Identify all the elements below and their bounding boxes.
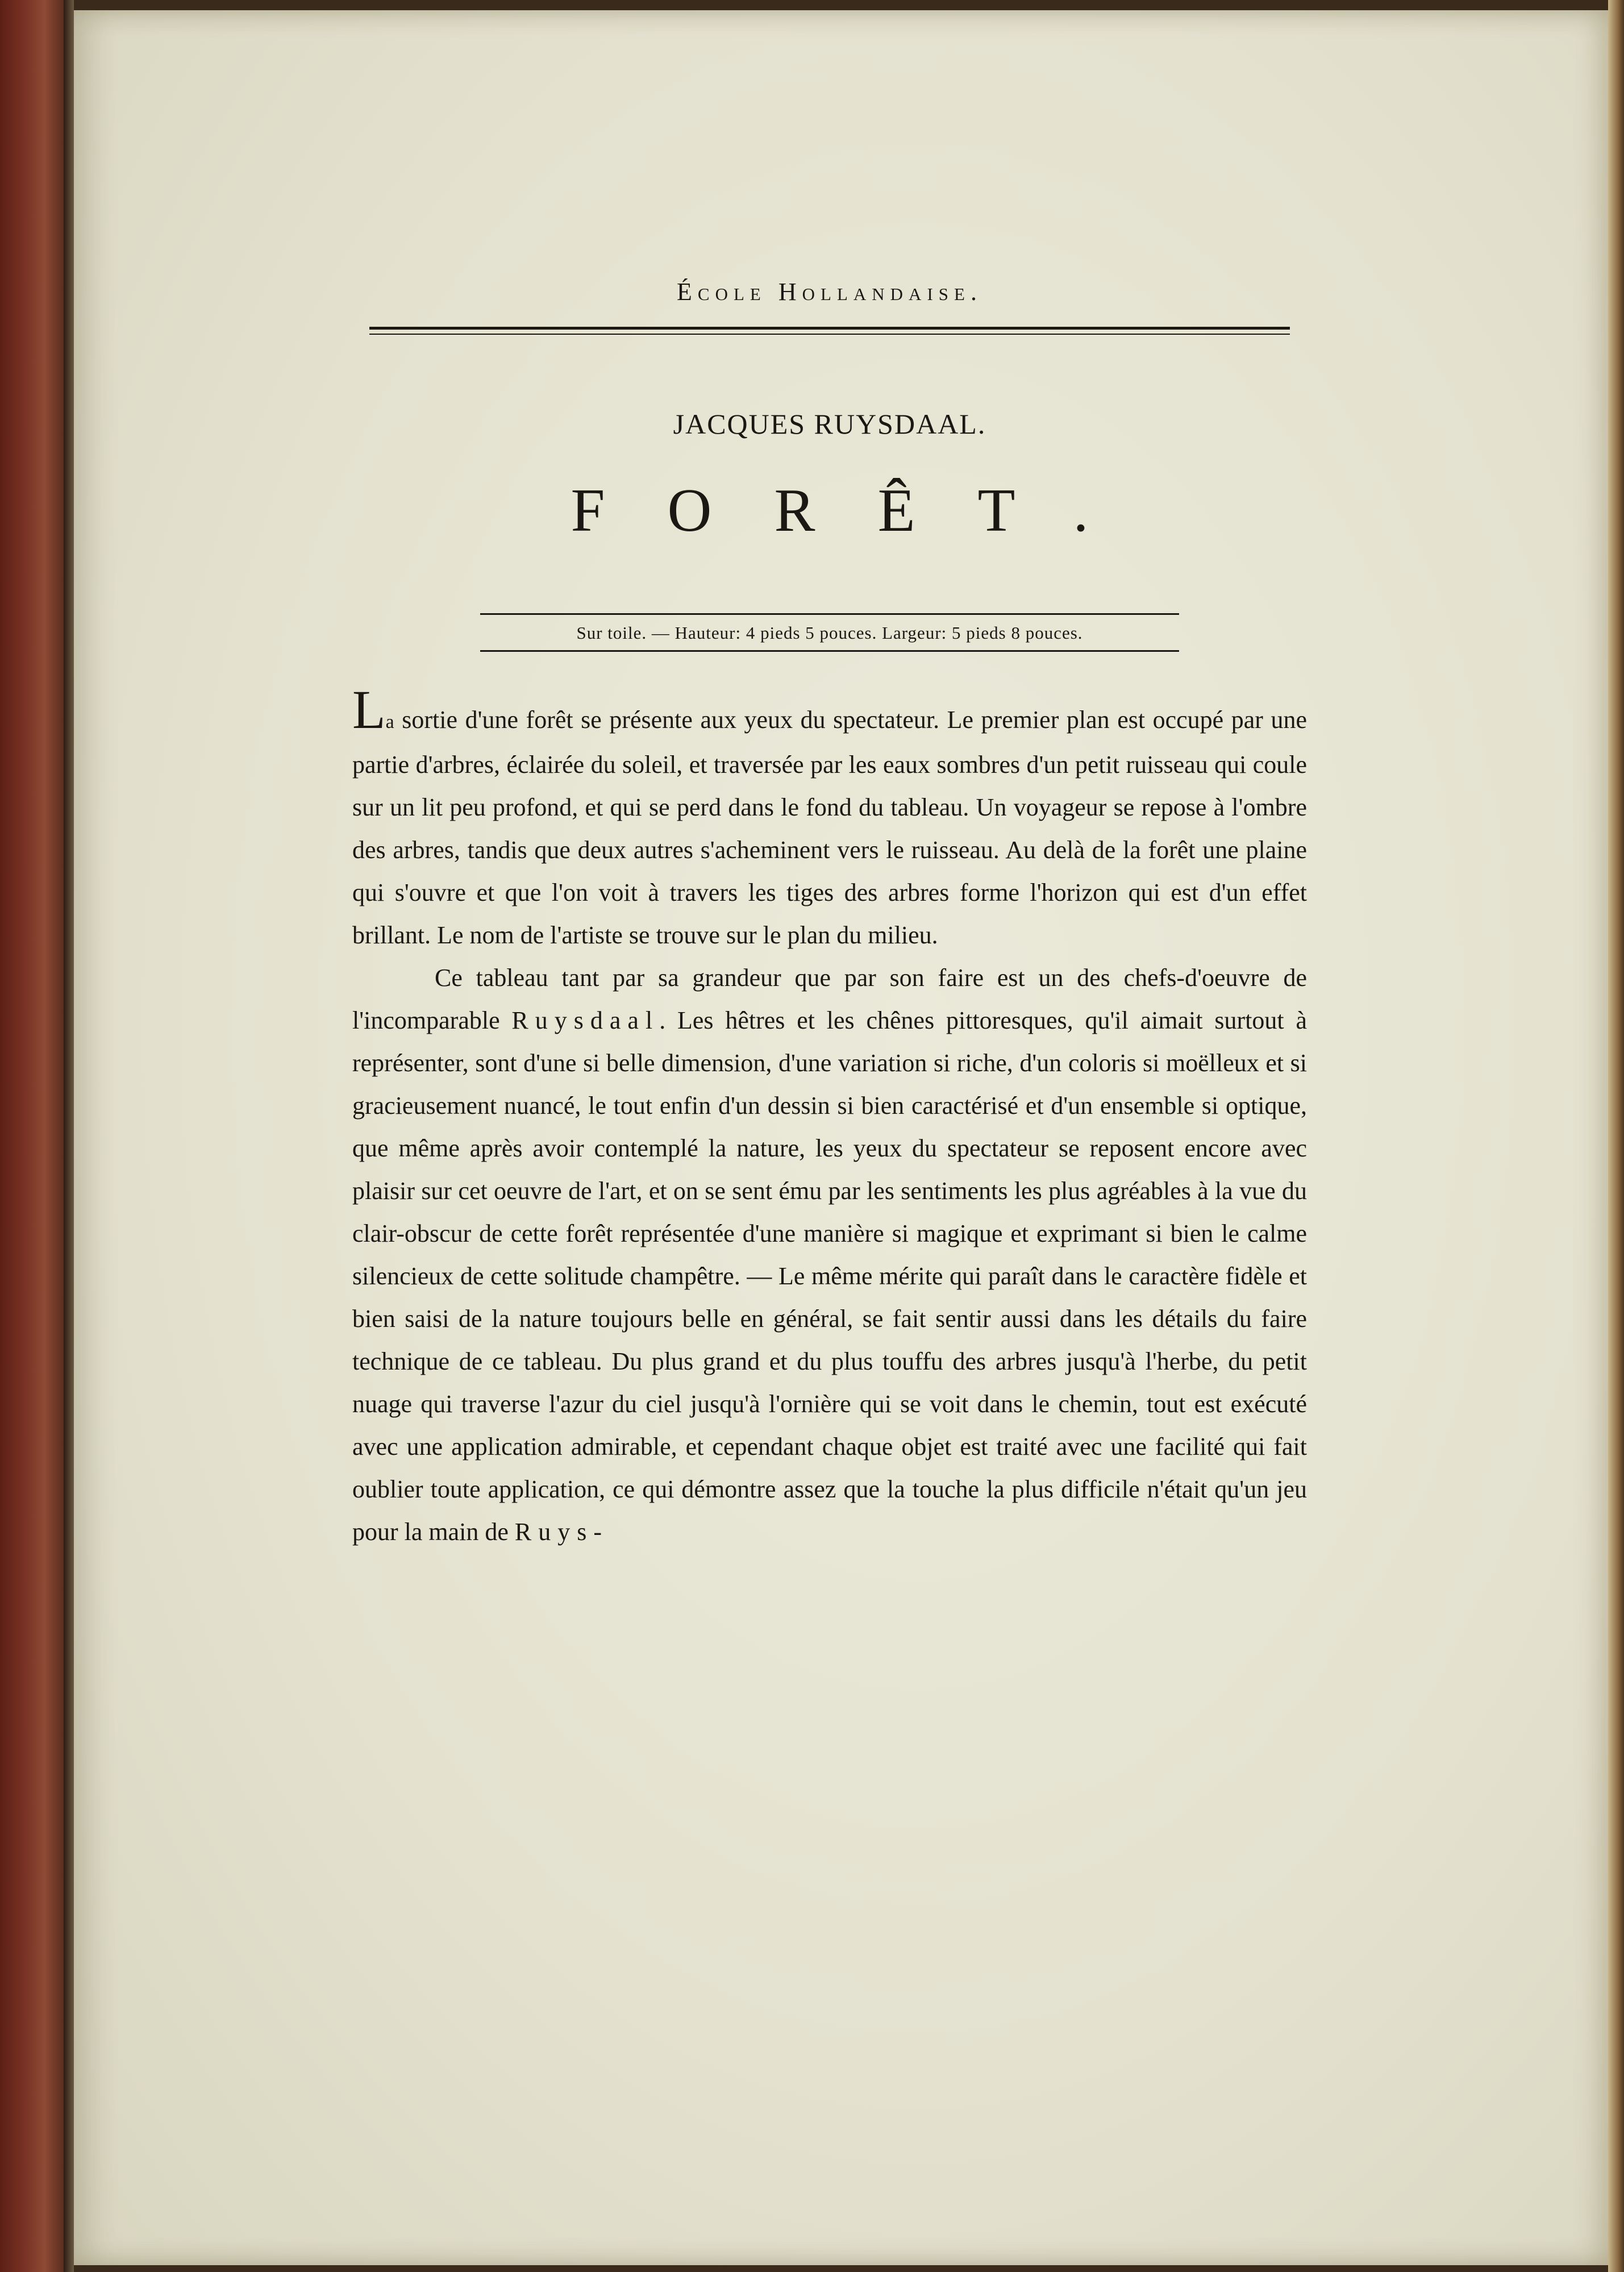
paragraph-2-text-a: Ce tableau tant par sa grandeur que par son faire est un des chefs-d'oeuvre de l'incomparable <box>352 964 1307 1034</box>
specs-bottom-rule <box>480 650 1179 652</box>
drop-cap-continuation: a <box>385 711 394 733</box>
book-page <box>74 10 1608 2265</box>
book-gutter <box>64 0 74 2272</box>
specs-line: Sur toile. — Hauteur: 4 pieds 5 pouces. Largeur: 5 pieds 8 pouces. <box>576 623 1083 643</box>
author-name: JACQUES RUYSDAAL. <box>673 408 986 440</box>
book-binding <box>0 0 64 2272</box>
paragraph-2 <box>352 956 1307 1553</box>
paragraph-1-text: sortie d'une forêt se présente aux yeux du spectateur. Le premier plan est occupé par une partie d'arbres, éclairée du soleil, et traversée par les eaux sombres d'un petit ruisseau qui coule sur un lit peu profond, et qui se perd dans le fond du tableau. Un voyageur se repose à l'ombre des arbres, tandis que deux autres s'acheminent vers le ruisseau. Au delà de la forêt une plaine qui s'ouvre et que l'on voit à travers les tiges des arbres forme l'horizon qui est d'un effet brillant. Le nom de l'artiste se trouve sur le plan du milieu. <box>352 706 1307 949</box>
artist-name-spaced-end: Ruys- <box>514 1518 609 1546</box>
body-text <box>352 679 1307 1553</box>
artist-name-spaced: Ruysdaal <box>511 1006 660 1034</box>
school-heading: École Hollandaise. <box>677 278 982 306</box>
artwork-title: FORÊT. <box>571 477 1151 544</box>
drop-cap: L <box>352 679 386 740</box>
paragraph-1 <box>352 679 1307 956</box>
specs-block <box>480 613 1179 652</box>
page-content <box>352 277 1307 1553</box>
page-edge <box>1608 0 1624 2272</box>
heading-double-rule <box>369 327 1290 335</box>
paragraph-2-text-b: . Les hêtres et les chênes pittoresques, qu'il aimait surtout à représenter, sont d'une si belle dimension, d'une variation si riche, d'un coloris si moëlleux et si gracieusement nuancé, le tout enfin d'un dessin si bien caractérisé et d'un ensemble si optique, que même après avoir contemplé la nature, les yeux du spectateur se reposent encore avec plaisir sur cet oeuvre de l'art, et on se sent ému par les sentiments les plus agréables à la vue du clair-obscur de cette forêt représentée d'une manière si magique et exprimant si bien le calme silencieux de cette solitude champêtre. — Le même mérite qui paraît dans le caractère fidèle et bien saisi de la nature toujours belle en général, se fait sentir aussi dans les détails du faire technique de ce tableau. Du plus grand et du plus touffu des arbres jusqu'à l'herbe, du petit nuage qui traverse l'azur du ciel jusqu'à l'ornière qui se voit dans le chemin, tout est exécuté avec une application admirable, et cependant chaque objet est traité avec une facilité qui fait oublier toute application, ce qui démontre assez que la touche la plus difficile n'était qu'un jeu pour la main de <box>352 1006 1307 1546</box>
